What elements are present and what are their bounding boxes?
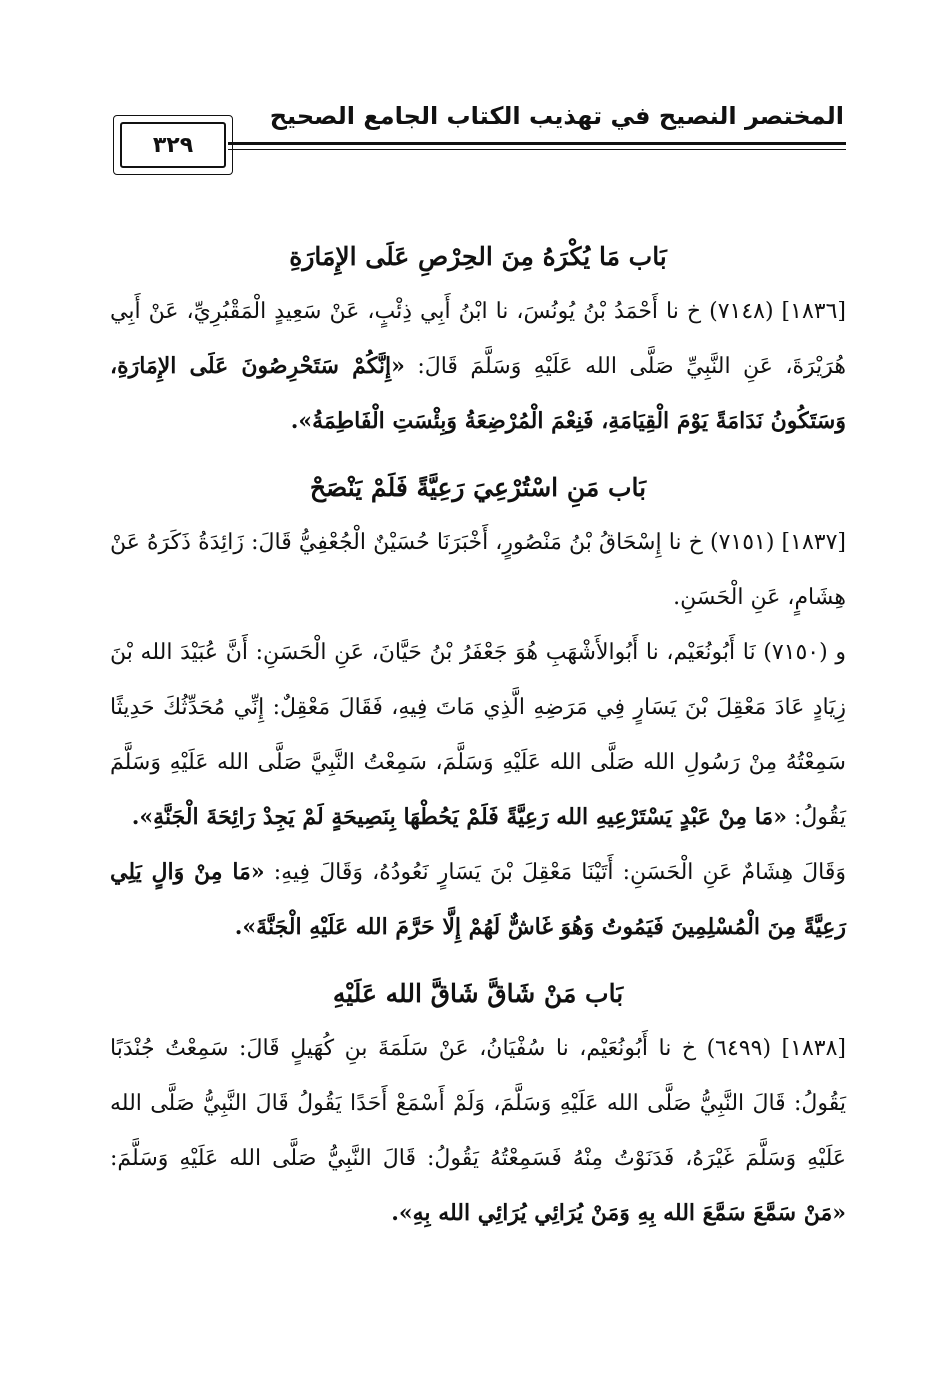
hadith-paragraph: [١٨٣٧] (٧١٥١) خ نا إِسْحَاقُ بْنُ مَنْصُورٍ، أَخْبَرَنَا حُسَيْنٌ الْجُعْفِيُّ قَالَ: زَائِدَةُ ذَكَرَهُ عَنْ هِشَامٍ، عَنِ الْحَسَنِ. bbox=[110, 530, 847, 610]
hadith-paragraph bbox=[110, 284, 846, 449]
hadith-isnad: [١٨٣٦] (٧١٤٨) خ نا أَحْمَدُ بْنُ يُونُسَ، نا ابْنُ أَبِي ذِئْبٍ، عَنْ سَعِيدٍ الْمَقْبُرِيِّ، عَنْ أَبِي هُرَيْرَةَ، عَنِ النَّبِيِّ صَلَّى الله عَلَيْهِ وَسَلَّمَ قَالَ: bbox=[110, 299, 847, 379]
chapter-title: بَاب مَنْ شَاقَّ شَاقَّ الله عَلَيْهِ bbox=[332, 979, 624, 1008]
page-number-frame bbox=[120, 122, 226, 168]
hadith-isnad: و (٧١٥٠) نَا أَبُونُعَيْم، نا أَبُوالأَشْهَبِ هُوَ جَعْفَرُ بْنُ حَيَّانَ، عَنِ الْحَسَنِ: أَنَّ عُبَيْدَ الله بْنَ زِيَادٍ عَادَ مَعْقِلَ بْنَ يَسَارٍ فِي مَرَضِهِ الَّذِي مَاتَ فِيهِ، فَقَالَ مَعْقِلٌ: إِنِّي مُحَدِّثُكَ حَدِيثًا سَمِعْتُهُ مِنْ رَسُولِ الله صَلَّى الله عَلَيْهِ وَسَلَّمَ، سَمِعْتُ النَّبِيَّ صَلَّى الله عَلَيْهِ وَسَلَّمَ يَقُولُ: bbox=[110, 640, 846, 830]
hadith-paragraph bbox=[110, 845, 846, 955]
chapter-title: بَاب مَنِ اسْتُرْعِيَ رَعِيَّةً فَلَمْ يَنْصَحْ bbox=[309, 473, 647, 502]
page-number: ٣٢٩ bbox=[152, 132, 194, 158]
page-header bbox=[112, 98, 846, 178]
header-rule-thick bbox=[228, 142, 846, 145]
page-body bbox=[110, 230, 846, 1241]
hadith-matn: «إِنَّكُمْ سَتَحْرِصُونَ عَلَى الإِمَارَةِ، وَسَتَكُونُ نَدَامَةً يَوْمَ الْقِيَامَةِ، فَنِعْمَ الْمُرْضِعَةُ وَبِئْسَتِ الْفَاطِمَةُ». bbox=[110, 353, 846, 434]
hadith-matn: «مَنْ سَمَّعَ سَمَّعَ الله بِهِ وَمَنْ يُرَائِي يُرَائِي الله بِهِ». bbox=[391, 1200, 846, 1226]
hadith-paragraph bbox=[110, 1021, 846, 1241]
book-title: المختصر النصيح في تهذيب الكتاب الجامع الصحيح bbox=[269, 102, 844, 130]
header-rule-thin bbox=[228, 149, 846, 150]
hadith-matn: «مَا مِنْ وَالٍ يَلِي رَعِيَّةً مِنَ الْمُسْلِمِينَ فَيَمُوتُ وَهُوَ غَاشٌّ لَهُمْ إِلَّا حَرَّمَ الله عَلَيْهِ الْجَنَّةَ». bbox=[110, 859, 846, 940]
chapter-title: بَاب مَا يُكْرَهُ مِنَ الحِرْصِ عَلَى الإِمَارَةِ bbox=[289, 242, 667, 271]
hadith-paragraph bbox=[110, 625, 846, 845]
hadith-matn: «مَا مِنْ عَبْدٍ يَسْتَرْعِيهِ الله رَعِيَّةً فَلَمْ يَحُطْهَا بِنَصِيحَةٍ لَمْ يَجِدْ رَائِحَةَ الْجَنَّةِ». bbox=[131, 804, 787, 830]
hadith-isnad: وَقَالَ هِشَامٌ عَنِ الْحَسَنِ: أَتَيْنَا مَعْقِلَ بْنَ يَسَارٍ نَعُودُهُ، وَقَالَ فِيهِ: bbox=[264, 860, 847, 885]
hadith-isnad: [١٨٣٨] (٦٤٩٩) خ نا أَبُونُعَيْم، نا سُفْيَانُ، عَنْ سَلَمَةَ بنِ كُهَيلٍ قَالَ: سَمِعْتُ جُنْدَبًا يَقُولُ: قَالَ النَّبِيُّ صَلَّى الله عَلَيْهِ وَسَلَّمَ، وَلَمْ أَسْمَعْ أَحَدًا يَقُولُ قَالَ النَّبِيُّ صَلَّى الله عَلَيْهِ وَسَلَّمَ غَيْرَهُ، فَدَنَوْتُ مِنْهُ فَسَمِعْتُهُ يَقُولُ: قَالَ النَّبِيُّ صَلَّى الله عَلَيْهِ وَسَلَّمَ: bbox=[110, 1036, 846, 1171]
